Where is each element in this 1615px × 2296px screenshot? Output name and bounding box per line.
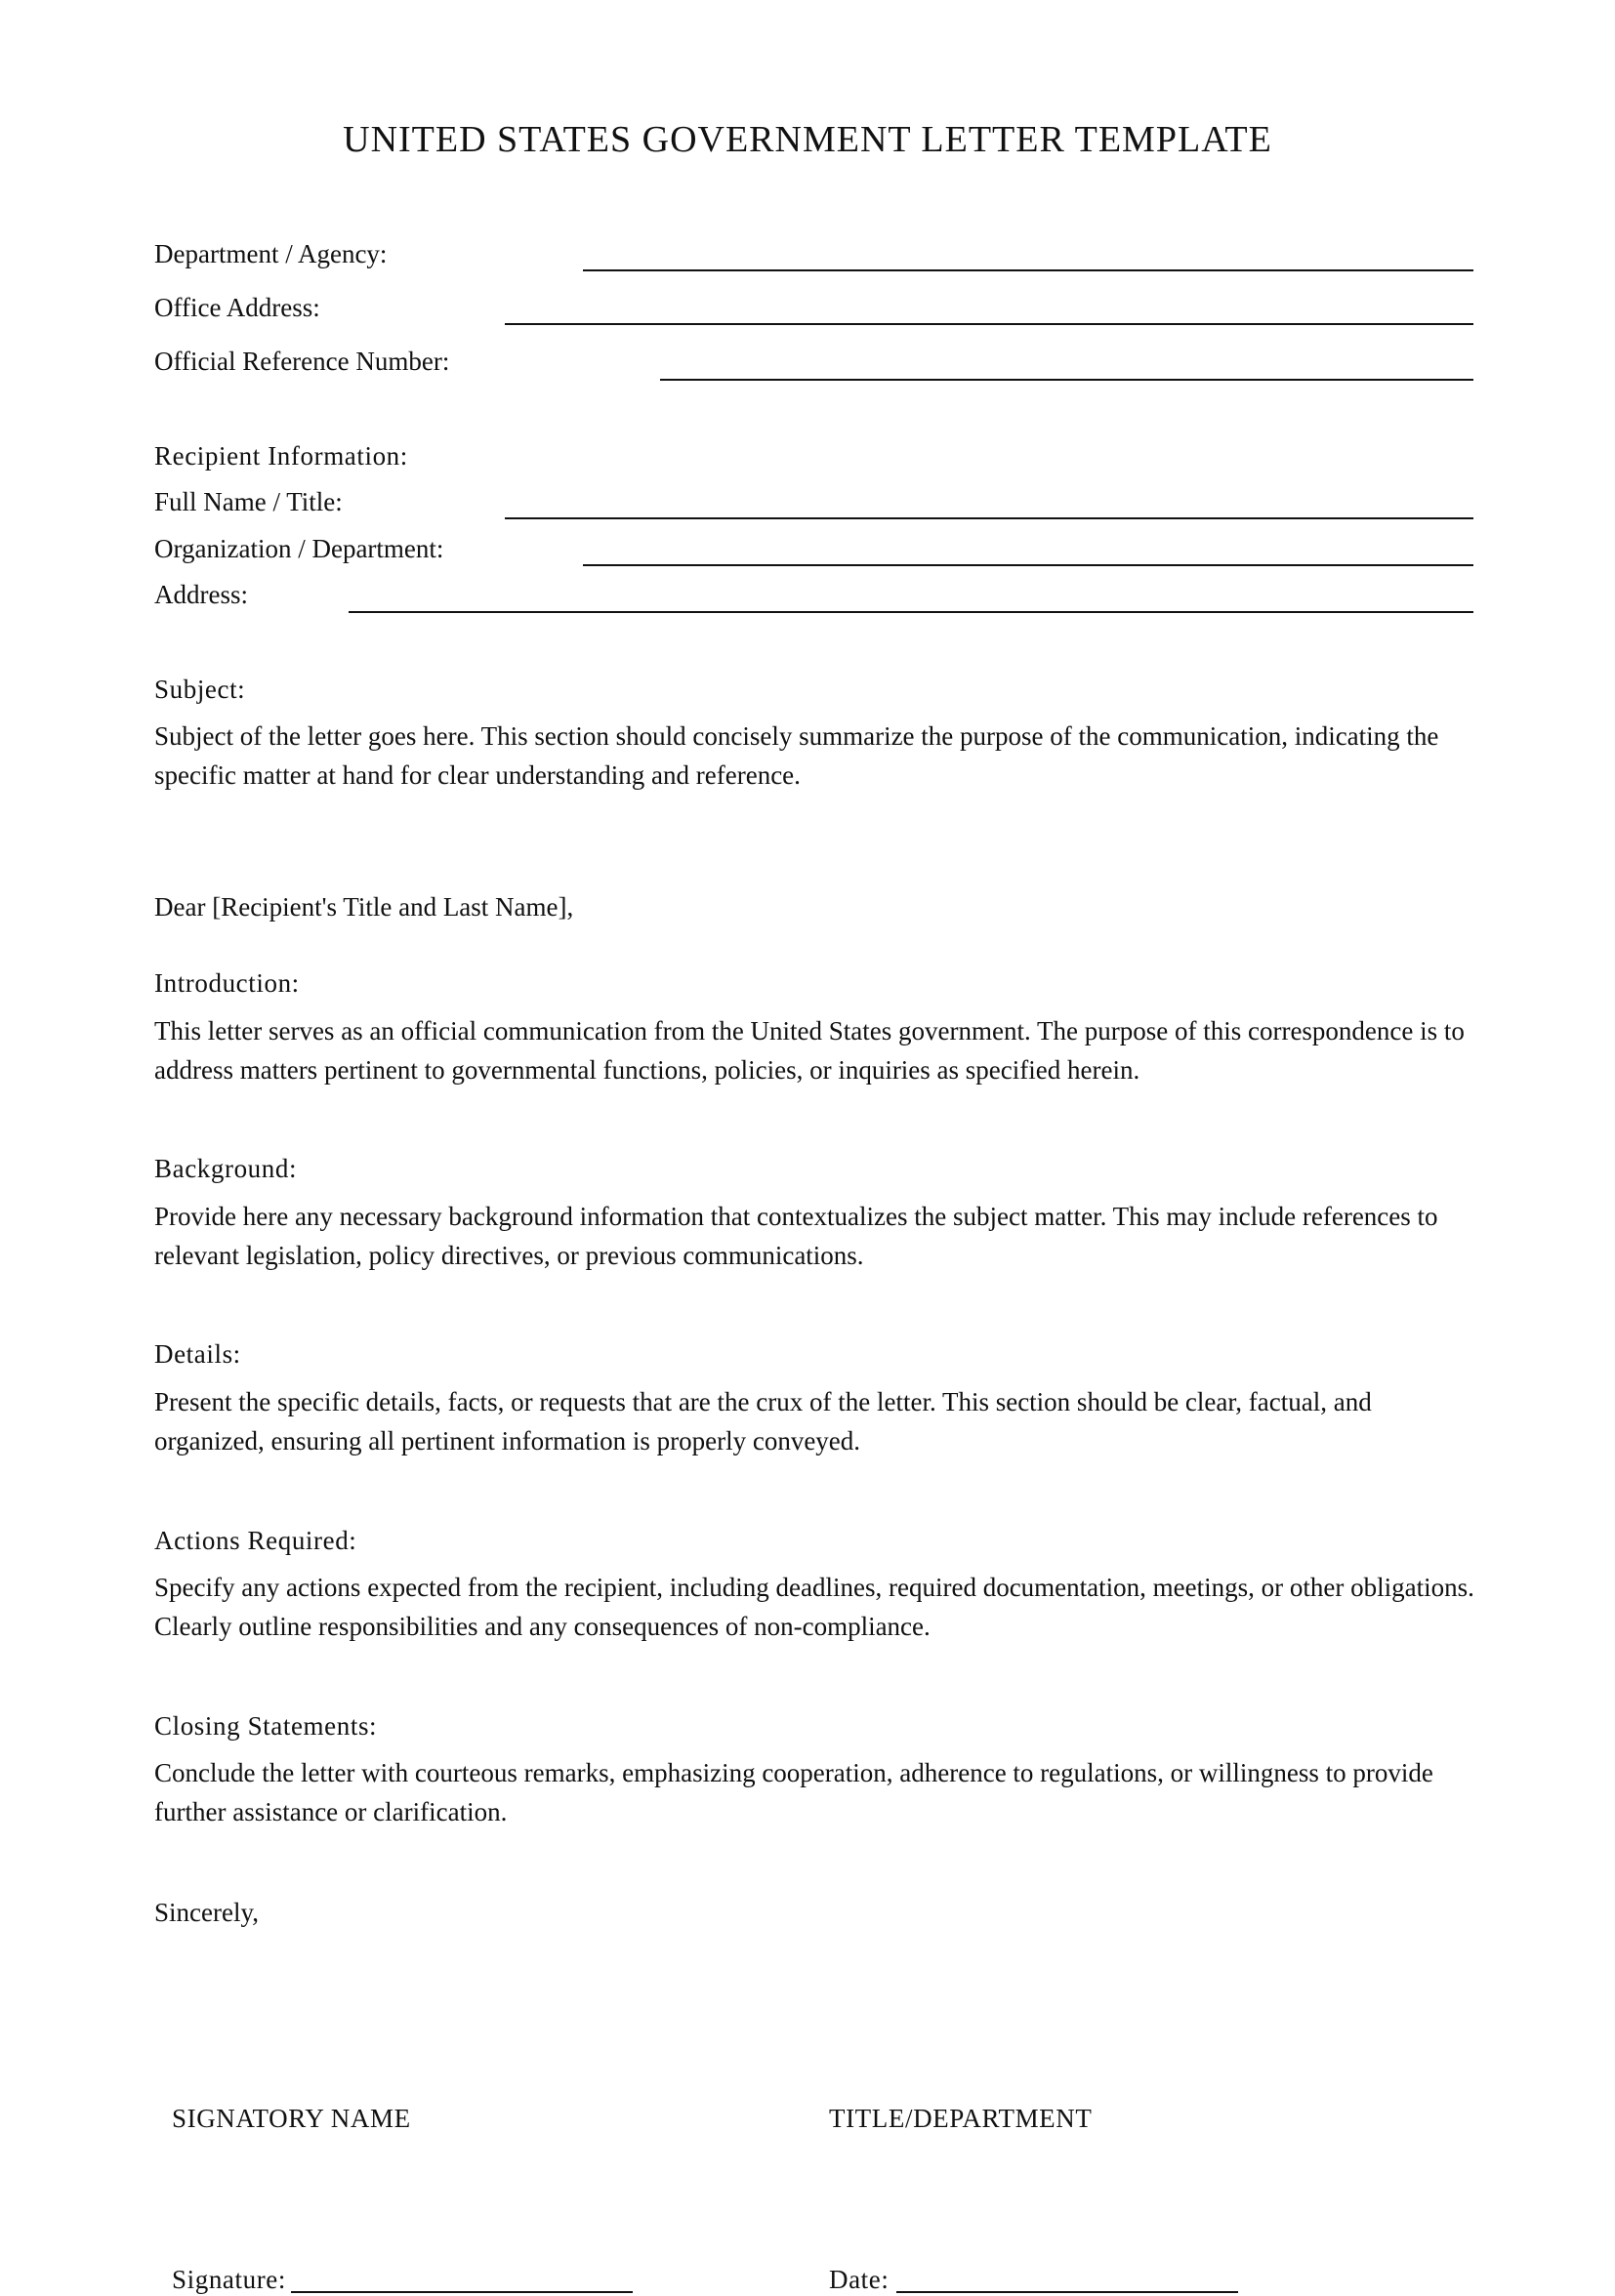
salutation: Dear [Recipient's Title and Last Name],	[154, 892, 574, 922]
details-heading: Details:	[154, 1339, 241, 1369]
recipient-heading: Recipient Information:	[154, 441, 408, 471]
actions-required-heading: Actions Required:	[154, 1526, 357, 1555]
date-field[interactable]	[896, 2291, 1238, 2293]
full-name-title-label: Full Name / Title:	[154, 487, 343, 516]
office-address-field[interactable]	[505, 323, 1473, 325]
actions-required-text: Specify any actions expected from the recipient, including deadlines, required documentation, meetings, or other obligations. Clearly outline responsibilities and any consequences of non-compliance.	[154, 1573, 1474, 1641]
subject-text: Subject of the letter goes here. This section should concisely summarize the purpose of the communication, indicating the specific matter at hand for clear understanding and reference.	[154, 721, 1439, 790]
closing-sincerely: Sincerely,	[154, 1898, 259, 1927]
organization-department-label: Organization / Department:	[154, 534, 444, 563]
department-agency-label: Department / Agency:	[154, 239, 388, 268]
signature-field[interactable]	[291, 2291, 633, 2293]
subject-heading: Subject:	[154, 675, 246, 704]
document-title: UNITED STATES GOVERNMENT LETTER TEMPLATE	[343, 119, 1272, 160]
date-label: Date:	[829, 2265, 890, 2294]
organization-department-field[interactable]	[583, 564, 1473, 566]
office-address-label: Office Address:	[154, 293, 320, 322]
department-agency-field[interactable]	[583, 269, 1473, 271]
details-text: Present the specific details, facts, or requests that are the crux of the letter. This section should be clear, factual, and organized, ensuring all pertinent information is properly conveyed.	[154, 1387, 1372, 1456]
background-text: Provide here any necessary background information that contextualizes the subject matter. This may include references to relevant legislation, policy directives, or previous communications.	[154, 1202, 1438, 1270]
recipient-address-label: Address:	[154, 580, 248, 609]
closing-statements-heading: Closing Statements:	[154, 1711, 378, 1741]
full-name-title-field[interactable]	[505, 517, 1473, 519]
reference-number-field[interactable]	[660, 379, 1473, 381]
introduction-text: This letter serves as an official communication from the United States government. The purpose of this correspondence is to address matters pertinent to governmental functions, policies, or inquiries as specified herein.	[154, 1016, 1465, 1085]
closing-statements-text: Conclude the letter with courteous remarks, emphasizing cooperation, adherence to regulations, or willingness to provide further assistance or clarification.	[154, 1758, 1433, 1826]
recipient-address-field[interactable]	[349, 611, 1473, 613]
title-department-label: TITLE/DEPARTMENT	[829, 2104, 1093, 2133]
signature-label: Signature:	[172, 2265, 286, 2294]
reference-number-label: Official Reference Number:	[154, 347, 450, 376]
background-heading: Background:	[154, 1154, 298, 1183]
introduction-heading: Introduction:	[154, 968, 300, 998]
signatory-name-label: SIGNATORY NAME	[172, 2104, 411, 2133]
